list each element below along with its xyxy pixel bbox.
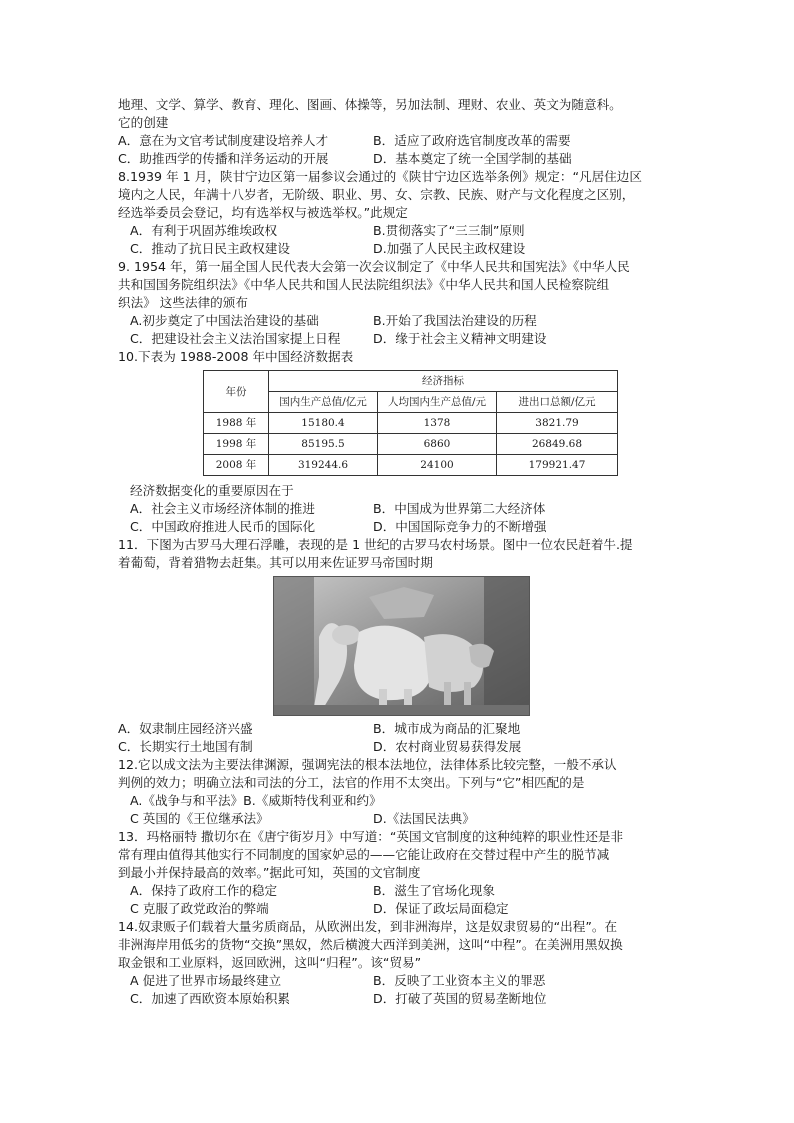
table-cell-year: 1988 年: [204, 413, 269, 434]
table-cell-per-capita: 24100: [378, 455, 497, 476]
question-10-options: [118, 518, 688, 536]
option-a[interactable]: A．奴隶制庄园经济兴盛: [118, 721, 253, 736]
option-c[interactable]: C．把建设社会主义法治国家提上日程: [130, 331, 341, 346]
question-7-options: [118, 132, 688, 150]
question-14-options: [118, 972, 688, 990]
question-8-options: [118, 240, 688, 258]
option-d[interactable]: D．中国国际竞争力的不断增强: [373, 519, 547, 534]
table-header-per-capita: 人均国内生产总值/元: [378, 392, 497, 413]
table-row: [204, 455, 618, 476]
option-c[interactable]: C．助推西学的传播和洋务运动的开展: [118, 151, 329, 166]
table-header-trade: 进出口总额/亿元: [497, 392, 618, 413]
table-cell-year: 1998 年: [204, 434, 269, 455]
table-cell-per-capita: 6860: [378, 434, 497, 455]
question-10-stem-line: 10.下表为 1988-2008 年中国经济数据表: [118, 349, 354, 364]
question-13-stem-line: 到最小并保持最高的效率。”据此可知，英国的文官制度: [118, 865, 421, 880]
option-a[interactable]: A．意在为文官考试制度建设培养人才: [118, 133, 329, 148]
option-c[interactable]: C．长期实行土地国有制: [118, 739, 253, 754]
question-7-stem-line: 它的创建: [118, 115, 169, 130]
question-13-stem-line: 常有理由值得其他实行不同制度的国家妒忌的——它能让政府在交替过程中产生的脱节减: [118, 847, 610, 862]
option-b[interactable]: B．适应了政府选官制度改革的需要: [373, 133, 571, 148]
question-14-options: [118, 990, 688, 1008]
option-a[interactable]: A．社会主义市场经济体制的推进: [130, 501, 315, 516]
option-d[interactable]: D．缘于社会主义精神文明建设: [373, 331, 547, 346]
question-13-options: [118, 900, 688, 918]
option-b[interactable]: B．中国成为世界第二大经济体: [373, 501, 546, 516]
question-13-options: [118, 882, 688, 900]
table-cell-gdp: 85195.5: [269, 434, 378, 455]
option-c[interactable]: C．中国政府推进人民币的国际化: [130, 519, 316, 534]
question-9-stem-line: 织法》 这些法律的颁布: [118, 295, 248, 310]
option-d[interactable]: D.加强了人民民主政权建设: [373, 241, 526, 256]
question-14-stem-line: 非洲海岸用低劣的货物“交换”黑奴，然后横渡大西洋到美洲，这叫“中程”。在美洲用黑奴换: [118, 937, 623, 952]
question-12-stem-line: 12.它以成文法为主要法律渊源，强调宪法的根本法地位，法律体系比较完整，一般不承认: [118, 757, 617, 772]
table-header-gdp: 国内生产总值/亿元: [269, 392, 378, 413]
table-cell-trade: 26849.68: [497, 434, 618, 455]
option-a[interactable]: A.初步奠定了中国法治建设的基础: [130, 313, 319, 328]
option-c[interactable]: C 英国的《王位继承法》: [130, 811, 269, 826]
option-d[interactable]: D．基本奠定了统一全国学制的基础: [373, 151, 572, 166]
option-d[interactable]: D．农村商业贸易获得发展: [373, 739, 522, 754]
economic-data-table: [203, 370, 618, 476]
question-11-options: [118, 720, 688, 738]
exam-page: [118, 96, 688, 1008]
option-a[interactable]: A．有利于巩固苏维埃政权: [130, 223, 278, 238]
option-d[interactable]: D．保证了政坛局面稳定: [373, 901, 509, 916]
question-11-stem-line: 11．下图为古罗马大理石浮雕，表现的是 1 世纪的古罗马农村场景。图中一位农民赶着牛.提: [118, 537, 633, 552]
option-a[interactable]: A．保持了政府工作的稳定: [130, 883, 278, 898]
question-12-stem-line: 判例的效力；明确立法和司法的分工，法官的作用不太突出。下列与“它”相匹配的是: [118, 775, 585, 790]
question-7-options: [118, 150, 688, 168]
option-c[interactable]: C 克服了政党政治的弊端: [130, 901, 269, 916]
table-cell-trade: 179921.47: [497, 455, 618, 476]
option-a[interactable]: A 促进了世界市场最终建立: [130, 973, 282, 988]
question-8-stem-line: 8.1939 年 1 月，陕甘宁边区第一届参议会通过的《陕甘宁边区选举条例》规定：“凡居住边区: [118, 169, 642, 184]
question-8-options: [118, 222, 688, 240]
option-b[interactable]: B．城市成为商品的汇聚地: [373, 721, 521, 736]
roman-relief-image: [273, 576, 530, 716]
question-9-options: [118, 330, 688, 348]
question-8-stem-line: 境内之人民，年满十八岁者，无阶级、职业、男、女、宗教、民族、财产与文化程度之区别，: [118, 187, 635, 202]
table-cell-gdp: 15180.4: [269, 413, 378, 434]
question-13-stem-line: 13．玛格丽特 撒切尔在《唐宁街岁月》中写道：“英国文官制度的这种纯粹的职业性还是非: [118, 829, 624, 844]
option-c[interactable]: C．推动了抗日民主政权建设: [130, 241, 290, 256]
table-cell-gdp: 319244.6: [269, 455, 378, 476]
option-b[interactable]: B.贯彻落实了“三三制”原则: [373, 223, 525, 238]
table-cell-year: 2008 年: [204, 455, 269, 476]
question-8-stem-line: 经选举委员会登记，均有选举权与被选举权。”此规定: [118, 205, 408, 220]
question-9-stem-line: 9. 1954 年，第一届全国人民代表大会第一次会议制定了《中华人民共和国宪法》《中华人民: [118, 259, 630, 274]
question-10-prompt: 经济数据变化的重要原因在于: [130, 483, 294, 498]
question-10-options: [118, 500, 688, 518]
option-d[interactable]: D.《法国民法典》: [373, 811, 475, 826]
table-cell-trade: 3821.79: [497, 413, 618, 434]
question-14-stem-line: 取金银和工业原料，返回欧洲，这叫“归程”。该“贸易”: [118, 955, 422, 970]
table-cell-per-capita: 1378: [378, 413, 497, 434]
option-b[interactable]: B．反映了工业资本主义的罪恶: [373, 973, 546, 988]
table-header-group: 经济指标: [269, 371, 618, 392]
option-b[interactable]: B．滋生了官场化现象: [373, 883, 495, 898]
table-row: [204, 434, 618, 455]
table-row: [204, 413, 618, 434]
option-b[interactable]: B.开始了我国法治建设的历程: [373, 313, 537, 328]
question-12-options: [118, 810, 688, 828]
question-9-stem-line: 共和国国务院组织法》《中华人民共和国人民法院组织法》《中华人民共和国人民检察院组: [118, 277, 610, 292]
question-11-options: [118, 738, 688, 756]
question-12-options-ab[interactable]: A.《战争与和平法》B.《威斯特伐利亚和约》: [130, 793, 382, 808]
question-9-options: [118, 312, 688, 330]
question-11-stem-line: 着葡萄，背着猎物去赶集。其可以用来佐证罗马帝国时期: [118, 555, 433, 570]
option-d[interactable]: D．打破了英国的贸易垄断地位: [373, 991, 547, 1006]
table-header-year: 年份: [204, 371, 269, 413]
question-14-stem-line: 14.奴隶贩子们载着大量劣质商品，从欧洲出发，到非洲海岸，这是奴隶贸易的“出程”。在: [118, 919, 618, 934]
question-7-stem-line: 地理、文学、算学、教育、理化、图画、体操等，另加法制、理财、农业、英文为随意科。: [118, 97, 622, 112]
option-c[interactable]: C．加速了西欧资本原始积累: [130, 991, 290, 1006]
